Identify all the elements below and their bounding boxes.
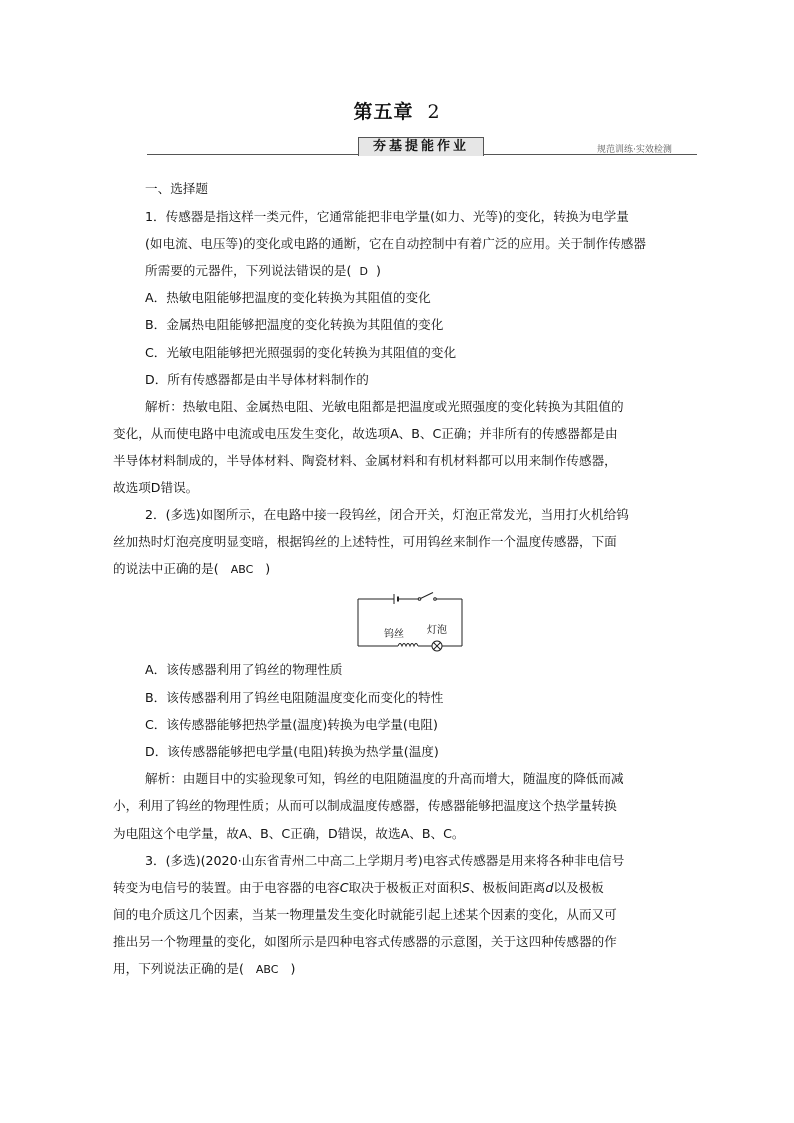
q1-analysis-1: 解析：热敏电阻、金属热电阻、光敏电阻都是把温度或光照强度的变化转换为其阻值的 (145, 399, 624, 414)
q2-option-b: B．该传感器利用了钨丝电阻随温度变化而变化的特性 (145, 690, 444, 705)
q3-line-2-part-4: 以及极板 (553, 880, 604, 895)
q3-var-c: C (339, 880, 349, 895)
q1-line-1: 1．传感器是指这样一类元件，它通常能把非电学量(如力、光等)的变化，转换为电学量 (145, 209, 629, 224)
q3-line-2-part-1: 转变为电信号的装置。由于电容器的电容 (113, 880, 340, 895)
q1-option-b: B．金属热电阻能够把温度的变化转换为其阻值的变化 (145, 317, 444, 332)
q2-option-a: A．该传感器利用了钨丝的物理性质 (145, 662, 343, 677)
q3-line-2 (113, 880, 604, 896)
q2-answer: ABC (230, 563, 254, 576)
q2-line-1: 2．(多选)如图所示，在电路中接一段钨丝，闭合开关，灯泡正常发光，当用打火机给钨 (145, 507, 629, 522)
q1-option-c: C．光敏电阻能够把光照强弱的变化转换为其阻值的变化 (145, 345, 457, 360)
bulb-label: 灯泡 (427, 625, 447, 636)
switch-contact-right (434, 598, 437, 601)
tungsten-coil (398, 644, 418, 647)
q1-analysis-2: 变化，从而使电路中电流或电压发生变化，故选项A、B、C正确；并非所有的传感器都是由 (113, 426, 618, 441)
wire-label: 钨丝 (384, 629, 404, 640)
q3-answer: ABC (255, 963, 279, 976)
header-banner: 夯基提能作业 (358, 137, 484, 156)
q1-analysis-3: 半导体材料制成的，半导体材料、陶瓷材料、金属材料和有机材料都可以用来制作传感器， (113, 453, 617, 468)
q3-line-4: 推出另一个物理量的变化，如图所示是四种电容式传感器的示意图，关于这四种传感器的作 (113, 934, 617, 949)
q3-var-d: d (545, 880, 554, 895)
page-title (0, 97, 794, 124)
q2-stem-end: 的说法中正确的是( (113, 561, 219, 576)
q2-option-c: C．该传感器能够把热学量(温度)转换为电学量(电阻) (145, 717, 438, 732)
q2-analysis-1: 解析：由题目中的实验现象可知，钨丝的电阻随温度的升高而增大，随温度的降低而减 (145, 771, 624, 786)
q2-line-2: 丝加热时灯泡亮度明显变暗，根据钨丝的上述特性，可用钨丝来制作一个温度传感器，下面 (113, 534, 617, 549)
header-tagline: 规范训练·实效检测 (597, 145, 672, 155)
q1-option-a: A．热敏电阻能够把温度的变化转换为其阻值的变化 (145, 290, 431, 305)
q1-analysis-4: 故选项D错误。 (113, 480, 199, 495)
q2-analysis-3: 为电阻这个电学量，故A、B、C正确，D错误，故选A、B、C。 (113, 826, 465, 841)
q1-close: ) (375, 263, 381, 278)
q1-line-3 (145, 263, 381, 280)
q2-close: ) (265, 561, 271, 576)
q2-option-d: D．该传感器能够把电学量(电阻)转换为热学量(温度) (145, 744, 439, 759)
q3-stem-end: 用，下列说法正确的是( (113, 961, 244, 976)
section-title: 一、选择题 (145, 181, 208, 196)
q1-stem-end: 所需要的元器件，下列说法错误的是( (145, 263, 352, 278)
q3-line-2-part-3: 、极板间距离 (469, 880, 546, 895)
q3-close: ) (290, 961, 296, 976)
q3-line-2-part-2: 取决于极板正对面积 (348, 880, 462, 895)
q1-line-2: (如电流、电压等)的变化或电路的通断，它在自动控制中有着广泛的应用。关于制作传感器 (145, 236, 646, 251)
q1-option-d: D．所有传感器都是由半导体材料制作的 (145, 372, 369, 387)
section-number: 2 (427, 101, 441, 123)
switch-blade (421, 593, 434, 599)
chapter-title: 第五章 (353, 101, 414, 123)
q3-line-5 (113, 961, 295, 978)
q3-line-1: 3．(多选)(2020·山东省青州二中高二上学期月考)电容式传感器是用来将各种非电信号 (145, 853, 625, 868)
q1-answer: D (359, 265, 368, 278)
q2-analysis-2: 小，利用了钨丝的物理性质；从而可以制成温度传感器，传感器能够把温度这个热学量转换 (113, 798, 617, 813)
q3-line-3: 间的电介质这几个因素，当某一物理量发生变化时就能引起上述某个因素的变化，从而又可 (113, 907, 617, 922)
q2-line-3 (113, 561, 270, 578)
q3-var-s: S (461, 880, 470, 895)
circuit-diagram (350, 590, 470, 655)
